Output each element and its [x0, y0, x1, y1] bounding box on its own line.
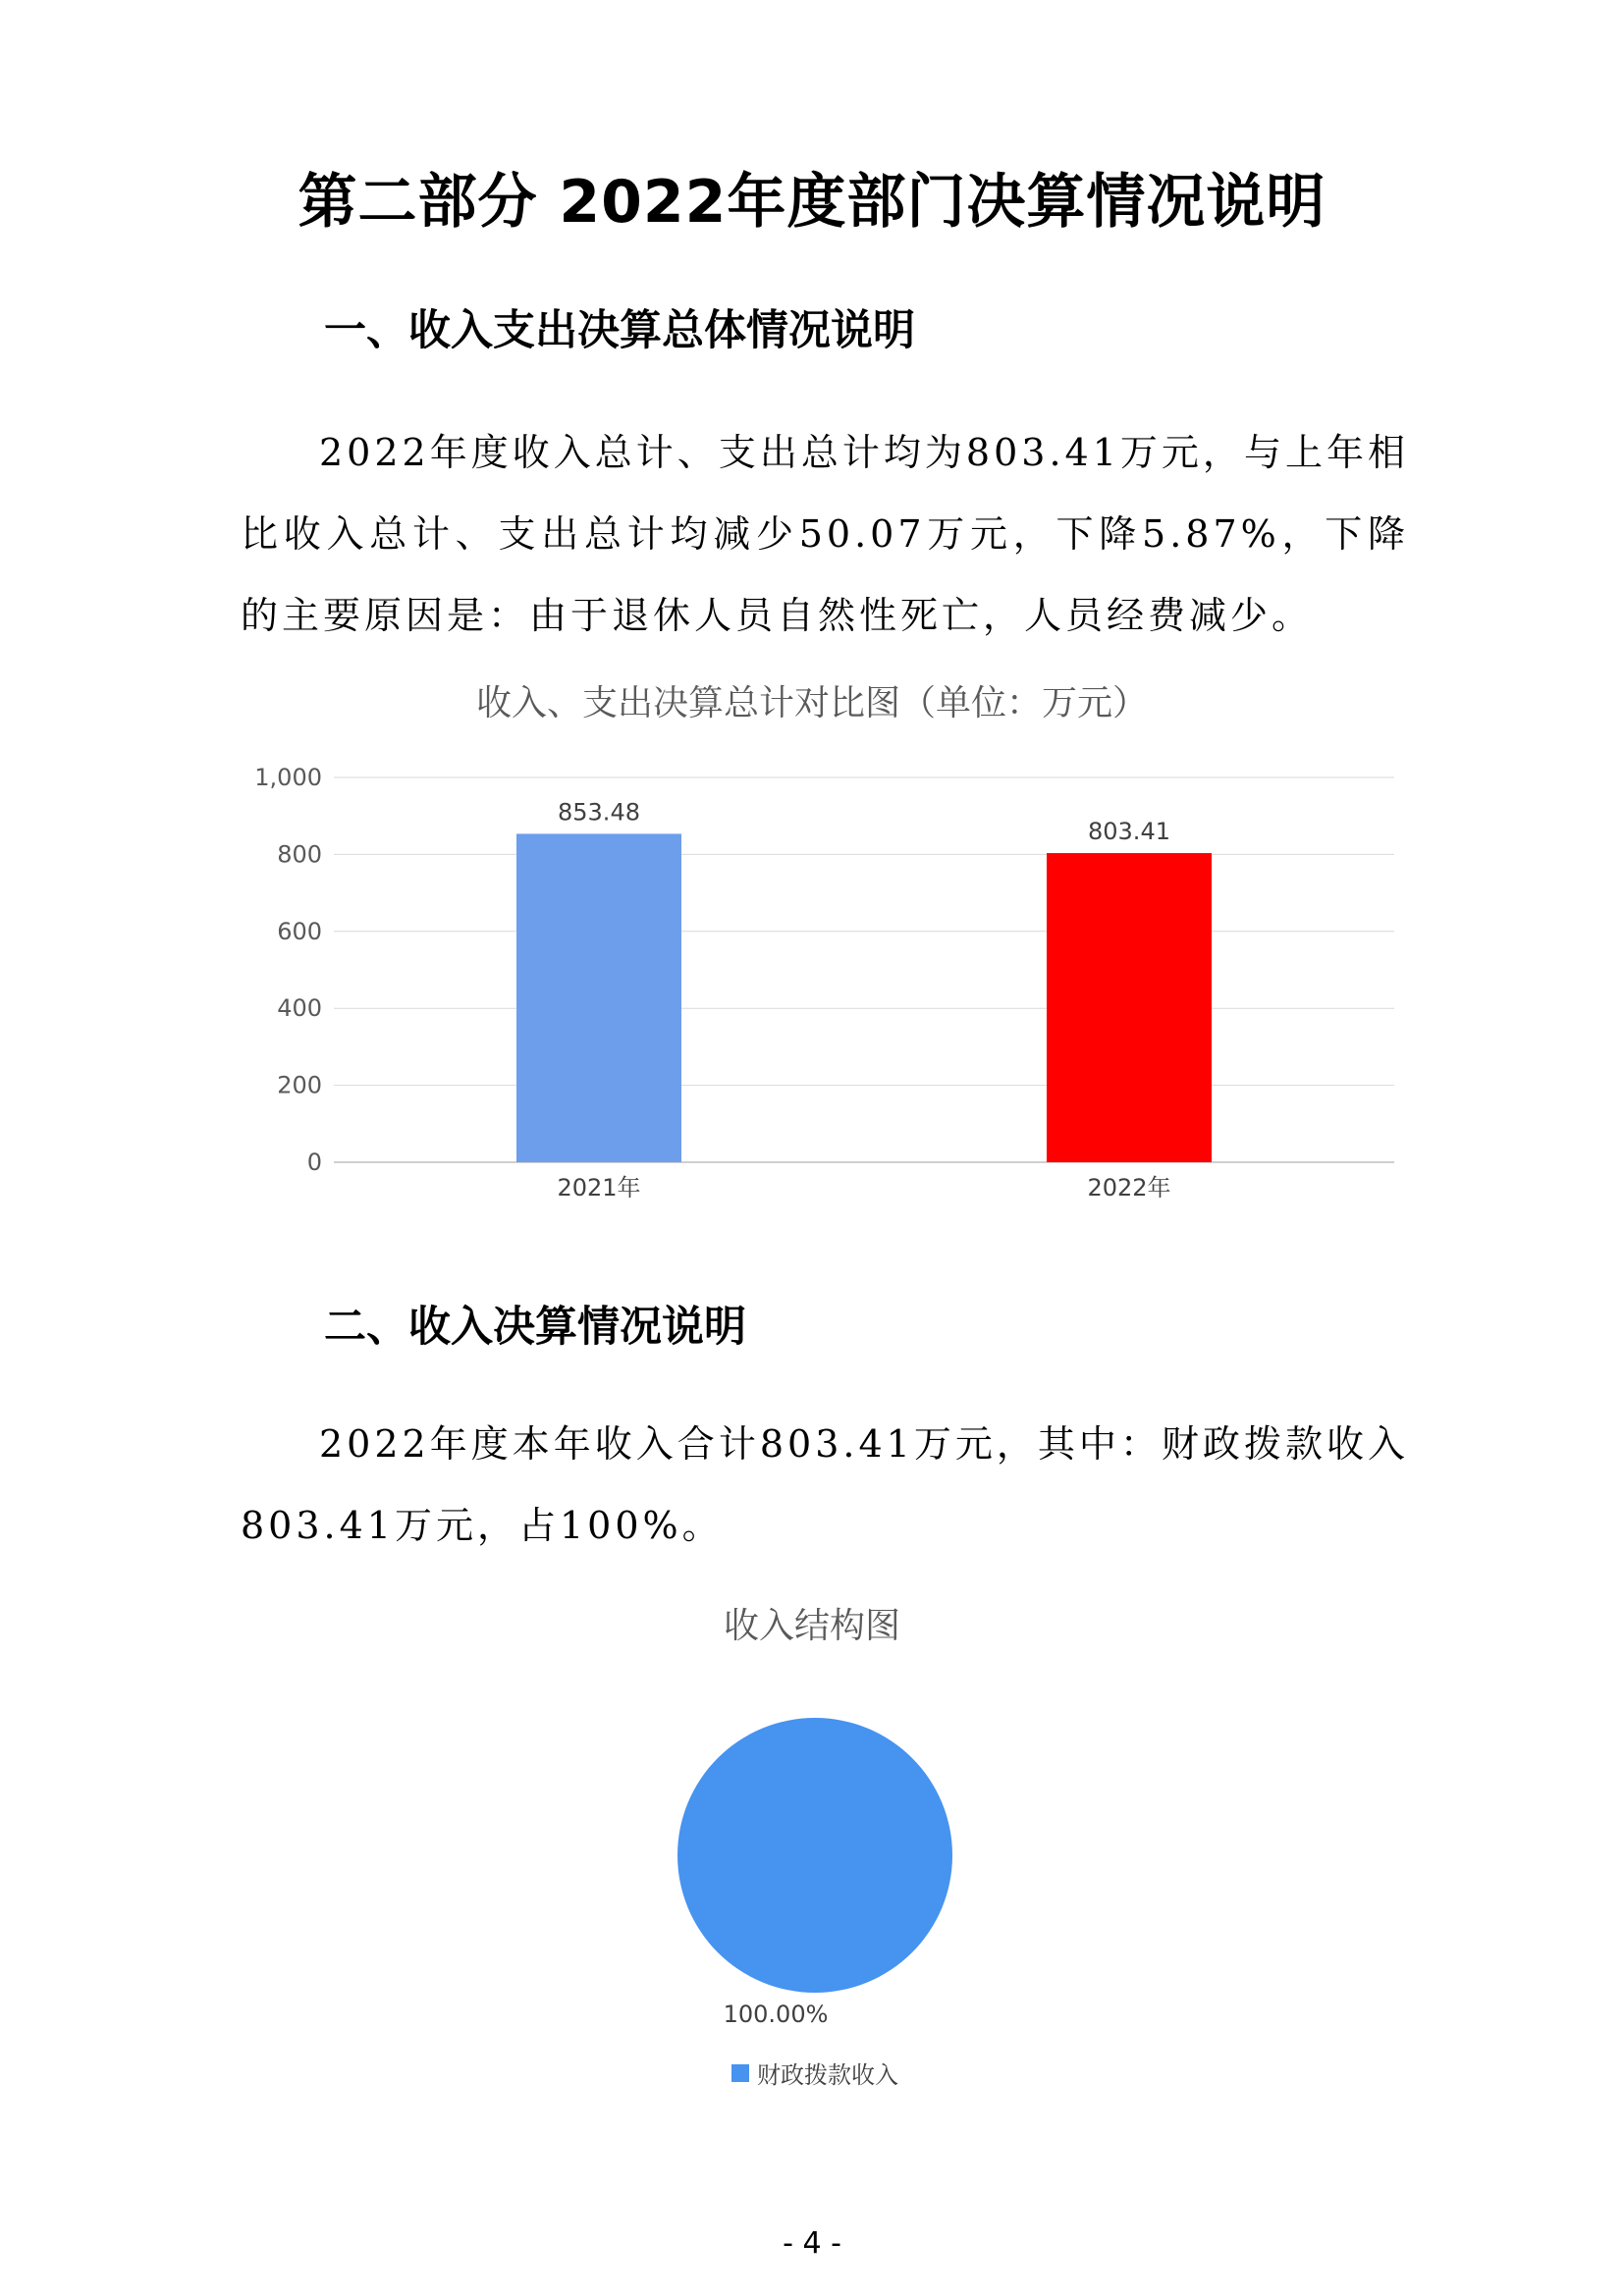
legend-label: 财政拨款收入 [757, 2061, 898, 2089]
y-tick-label: 400 [277, 994, 322, 1023]
bar-value-label: 803.41 [1088, 818, 1170, 846]
bar-chart [226, 746, 1424, 1217]
section-heading-income-expense-overview: 一、收入支出决算总体情况说明 [324, 306, 915, 355]
y-tick-label: 600 [277, 917, 322, 945]
bar-2022年 [1047, 853, 1212, 1162]
y-tick-label: 0 [306, 1148, 322, 1176]
section-heading-income: 二、收入决算情况说明 [324, 1303, 746, 1352]
pie-chart [638, 1698, 992, 2052]
pie-slice-财政拨款收入 [677, 1718, 952, 1993]
bar-value-label: 853.48 [558, 798, 640, 827]
x-tick-label: 2022年 [1087, 1174, 1171, 1201]
y-tick-label: 200 [277, 1071, 322, 1099]
paragraph-income: 2022年度本年收入合计803.41万元，其中：财政拨款收入803.41万元，占100%。 [241, 1422, 1409, 1547]
pie-legend [731, 2056, 898, 2090]
pie-value-label: 100.00% [723, 2001, 829, 2028]
bar-chart-title: 收入、支出决算总计对比图（单位：万元） [475, 683, 1148, 723]
paragraph-income-expense-overview: 2022年度收入总计、支出总计均为803.41万元，与上年相比收入总计、支出总计均减少50.07万元，下降5.87%，下降的主要原因是：由于退休人员自然性死亡，人员经费减少。 [241, 431, 1409, 637]
x-tick-label: 2021年 [557, 1174, 641, 1201]
bar-2021年 [516, 833, 681, 1162]
pie-chart-title: 收入结构图 [723, 1606, 900, 1646]
page-number: - 4 - [783, 2226, 841, 2261]
legend-swatch [731, 2064, 749, 2082]
y-tick-label: 1,000 [254, 764, 322, 791]
page-title: 第二部分 2022年度部门决算情况说明 [298, 168, 1326, 237]
y-tick-label: 800 [277, 840, 322, 869]
